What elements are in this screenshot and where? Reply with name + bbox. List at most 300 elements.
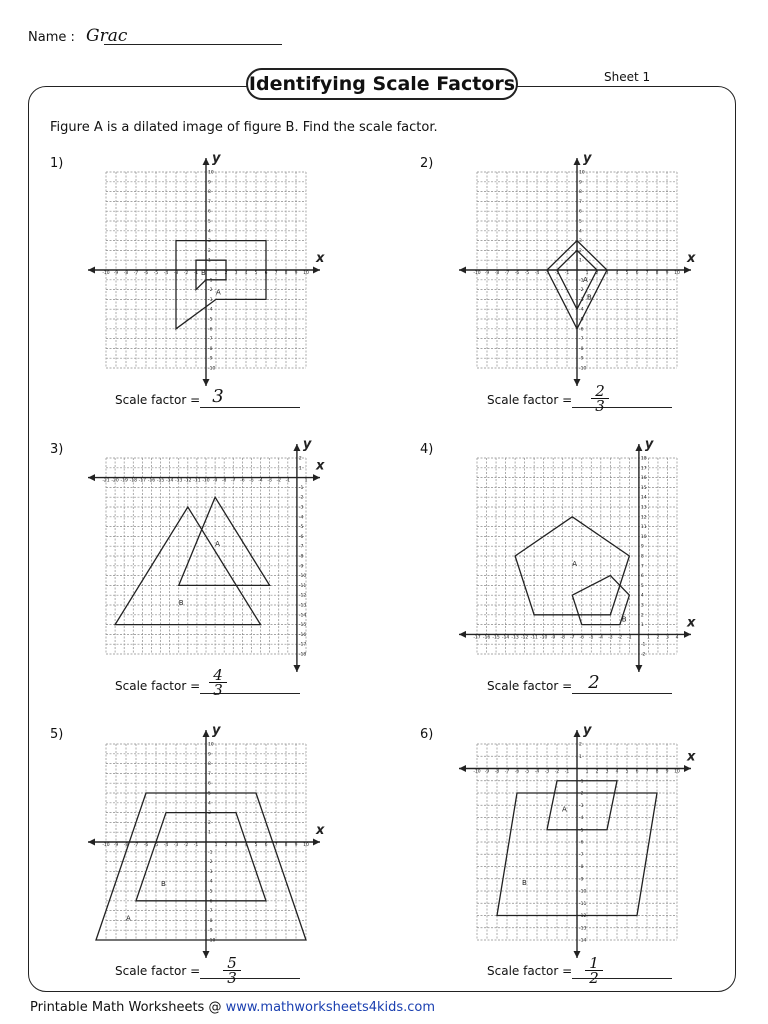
y-tick-label: -6: [579, 327, 584, 333]
x-tick-label: -15: [156, 478, 165, 484]
x-tick-label: -6: [240, 478, 245, 484]
figure-a-label: A: [216, 288, 221, 297]
figure-b-label: B: [161, 880, 166, 889]
y-tick-label: -4: [208, 879, 213, 885]
problem-6-number: 6): [420, 727, 434, 742]
x-tick-label: 2: [224, 843, 228, 848]
arrow-left-icon: [88, 267, 95, 274]
x-tick-label: 7: [274, 843, 278, 848]
x-tick-label: -3: [267, 478, 272, 484]
y-tick-label: -4: [208, 307, 213, 313]
figure-b-label: B: [587, 293, 592, 302]
y-tick-label: -6: [208, 327, 213, 333]
y-tick-label: 2: [640, 613, 644, 619]
arrow-down-icon: [635, 665, 642, 672]
y-tick-label: 2: [579, 742, 582, 748]
x-tick-label: 5: [254, 843, 258, 848]
x-tick-label: -1: [193, 271, 199, 276]
y-tick-label: -1: [208, 278, 213, 284]
arrow-right-icon: [684, 765, 691, 772]
problem-3-number: 3): [50, 442, 64, 457]
figure-a-label: A: [126, 914, 131, 923]
x-tick-label: -10: [202, 478, 210, 484]
figure-b-label: B: [522, 878, 527, 887]
answer-2-denominator: 3: [595, 397, 605, 415]
y-tick-label: -1: [579, 278, 584, 284]
y-axis-label: y: [212, 723, 221, 738]
x-tick-label: 4: [615, 769, 619, 775]
y-tick-label: -1: [640, 642, 646, 648]
figure-a-label: A: [572, 559, 578, 568]
y-tick-label: 11: [640, 525, 647, 531]
y-tick-label: 18: [640, 456, 647, 462]
name-value: Grac: [86, 26, 128, 46]
x-tick-label: 2: [656, 635, 660, 641]
x-tick-label: -5: [589, 635, 594, 641]
x-tick-label: 6: [635, 271, 639, 276]
x-tick-label: -10: [473, 769, 481, 775]
x-tick-label: -2: [554, 271, 560, 276]
x-tick-label: 2: [224, 271, 228, 276]
y-tick-label: 2: [208, 820, 211, 826]
arrow-up-icon: [203, 158, 210, 165]
x-tick-label: 10: [303, 271, 309, 276]
x-tick-label: -9: [113, 271, 119, 276]
y-tick-label: -2: [640, 652, 646, 658]
x-tick-label: 9: [665, 271, 669, 276]
x-tick-label: -16: [482, 635, 491, 641]
y-tick-label: 7: [208, 771, 211, 777]
x-tick-label: -4: [163, 843, 169, 848]
y-tick-label: 8: [579, 190, 582, 196]
x-tick-label: -21: [102, 478, 110, 484]
answer-2: [580, 384, 620, 413]
figure-a: [179, 497, 270, 585]
x-tick-label: -8: [123, 843, 129, 848]
x-axis-label: x: [687, 749, 696, 765]
x-tick-label: -8: [494, 769, 500, 775]
y-tick-label: 2: [208, 248, 211, 254]
x-tick-label: -9: [484, 769, 490, 775]
y-tick-label: 6: [640, 574, 644, 580]
x-tick-label: 3: [234, 843, 238, 848]
y-tick-label: 10: [208, 742, 214, 748]
y-tick-label: -6: [208, 899, 213, 905]
x-tick-label: 1: [304, 478, 308, 484]
x-tick-label: -10: [539, 635, 548, 641]
x-tick-label: -6: [514, 769, 520, 775]
y-tick-label: 4: [208, 229, 211, 235]
y-tick-label: -5: [208, 889, 213, 895]
answer-3: [198, 668, 238, 697]
y-tick-label: 4: [208, 801, 211, 807]
answer-5: [212, 956, 252, 985]
graph-2: [459, 151, 696, 386]
answer-6-numerator: 1: [589, 954, 599, 972]
y-tick-label: 3: [208, 811, 211, 817]
figure-b-label: B: [201, 268, 206, 277]
y-tick-label: -6: [579, 840, 584, 846]
x-tick-label: 4: [244, 843, 248, 848]
figure-b: [133, 813, 266, 901]
y-tick-label: 4: [640, 593, 644, 599]
y-tick-label: -9: [208, 356, 213, 362]
x-tick-label: -4: [163, 271, 169, 276]
y-tick-label: 6: [208, 209, 211, 215]
y-tick-label: 9: [640, 544, 644, 550]
x-tick-label: 7: [645, 769, 649, 775]
y-tick-label: -7: [579, 852, 584, 858]
x-tick-label: -3: [173, 843, 179, 848]
y-tick-label: -8: [579, 865, 584, 870]
x-tick-label: 1: [646, 635, 650, 641]
y-tick-label: 5: [640, 583, 644, 589]
y-tick-label: 7: [208, 199, 211, 205]
figure-b-label: B: [621, 615, 627, 624]
x-tick-label: 4: [615, 271, 619, 276]
y-tick-label: -3: [579, 803, 584, 809]
y-tick-label: -10: [208, 938, 216, 944]
y-tick-label: 3: [208, 239, 211, 245]
x-tick-label: 1: [214, 843, 218, 848]
y-tick-label: 1: [579, 754, 582, 760]
x-tick-label: -1: [564, 769, 570, 775]
x-tick-label: -3: [173, 271, 179, 276]
x-tick-label: -12: [520, 635, 529, 641]
x-tick-label: -17: [138, 478, 147, 484]
y-tick-label: 16: [640, 476, 647, 482]
y-tick-label: 17: [640, 466, 647, 472]
x-tick-label: 8: [284, 271, 288, 276]
y-tick-label: 14: [640, 495, 647, 501]
y-tick-label: -1: [298, 485, 304, 491]
y-tick-label: -7: [579, 337, 584, 343]
y-tick-label: -7: [298, 544, 304, 550]
y-tick-label: 9: [208, 180, 211, 186]
answer-3-numerator: 4: [213, 666, 223, 684]
y-tick-label: -5: [579, 317, 584, 323]
y-tick-label: -13: [579, 926, 587, 932]
answer-3-denominator: 3: [213, 681, 223, 699]
answer-4: 2: [588, 672, 600, 693]
x-tick-label: -4: [258, 478, 263, 484]
graph-6: [459, 723, 696, 958]
y-tick-label: 15: [640, 485, 647, 491]
y-tick-label: 7: [579, 199, 582, 205]
y-tick-label: 10: [640, 534, 647, 540]
x-tick-label: -7: [133, 271, 139, 276]
y-tick-label: 1: [208, 830, 211, 836]
y-tick-label: -2: [579, 288, 584, 294]
answer-5-numerator: 5: [227, 954, 237, 972]
instruction-text: Figure A is a dilated image of figure B. Find the scale factor.: [50, 120, 438, 135]
y-tick-label: -2: [298, 495, 304, 501]
x-tick-label: -3: [544, 769, 550, 775]
y-tick-label: 9: [208, 752, 211, 758]
y-tick-label: -7: [208, 337, 213, 343]
y-tick-label: -10: [298, 574, 307, 580]
x-tick-label: -1: [627, 635, 632, 641]
x-tick-label: 6: [635, 769, 639, 775]
x-tick-label: -15: [492, 635, 500, 641]
y-tick-label: -9: [579, 356, 584, 362]
y-tick-label: -10: [579, 366, 587, 372]
answer-6-denominator: 2: [589, 969, 599, 987]
figure-b-label: B: [178, 599, 184, 607]
arrow-down-icon: [293, 665, 300, 672]
x-tick-label: -19: [120, 478, 128, 484]
y-tick-label: 8: [640, 554, 644, 560]
x-tick-label: 7: [274, 271, 278, 276]
x-tick-label: 1: [585, 271, 589, 276]
x-tick-label: -1: [193, 843, 199, 848]
x-tick-label: 9: [294, 271, 298, 276]
y-axis-label: y: [583, 723, 592, 738]
x-tick-label: -5: [524, 271, 530, 276]
x-tick-label: -11: [530, 635, 538, 641]
x-tick-label: 9: [665, 769, 669, 775]
footer-link[interactable]: www.mathworksheets4kids.com: [225, 1000, 436, 1015]
x-tick-label: -5: [249, 478, 254, 484]
y-tick-label: 1: [579, 258, 582, 264]
x-tick-label: 4: [675, 635, 679, 641]
y-tick-label: -16: [298, 632, 307, 638]
x-tick-label: -14: [165, 478, 174, 484]
y-tick-label: 3: [640, 603, 644, 609]
y-tick-label: 5: [208, 791, 211, 797]
y-tick-label: -3: [298, 505, 304, 511]
x-tick-label: 2: [595, 769, 599, 775]
arrow-up-icon: [293, 444, 300, 451]
y-tick-label: -18: [298, 652, 307, 658]
y-tick-label: 6: [208, 781, 211, 787]
y-tick-label: -10: [579, 889, 587, 895]
x-tick-label: -10: [473, 271, 481, 276]
y-tick-label: -8: [208, 918, 213, 924]
problem-1-number: 1): [50, 156, 64, 171]
x-tick-label: -4: [534, 271, 540, 276]
x-tick-label: 2: [595, 271, 599, 276]
y-tick-label: 2: [298, 456, 302, 462]
y-tick-label: -14: [298, 613, 307, 619]
y-tick-label: 8: [208, 190, 211, 196]
x-tick-label: 9: [294, 843, 298, 848]
y-tick-label: -12: [579, 914, 587, 919]
footer-text: Printable Math Worksheets @: [30, 1000, 226, 1015]
x-tick-label: -3: [608, 635, 613, 641]
x-tick-label: -3: [544, 271, 550, 276]
x-tick-label: -7: [133, 843, 139, 848]
x-tick-label: 8: [284, 843, 288, 848]
arrow-up-icon: [203, 730, 210, 737]
y-tick-label: -3: [208, 869, 213, 875]
worksheet-title: Identifying Scale Factors: [246, 68, 518, 100]
x-tick-label: -7: [231, 478, 236, 484]
x-tick-label: 1: [214, 271, 218, 276]
y-tick-label: -4: [579, 307, 584, 313]
y-tick-label: -4: [579, 816, 584, 821]
arrow-right-icon: [313, 474, 320, 481]
y-tick-label: -1: [208, 850, 213, 856]
arrow-down-icon: [203, 951, 210, 958]
y-tick-label: -11: [298, 583, 307, 589]
arrow-right-icon: [684, 631, 691, 638]
figure-a-label: A: [215, 540, 220, 549]
arrow-right-icon: [313, 267, 320, 274]
x-tick-label: -2: [183, 843, 189, 848]
graph-1: [88, 151, 325, 386]
x-axis-label: x: [687, 615, 696, 631]
graph-5: [88, 723, 325, 958]
y-tick-label: -9: [298, 564, 304, 570]
x-tick-label: -6: [579, 635, 585, 641]
x-tick-label: -10: [102, 843, 110, 848]
scale-factor-label-3: Scale factor =: [115, 679, 201, 693]
scale-factor-label-1: Scale factor =: [115, 393, 201, 407]
sheet-label: Sheet 1: [604, 70, 651, 84]
graph-3: [88, 437, 325, 672]
y-tick-label: -4: [298, 515, 304, 521]
x-tick-label: -17: [473, 635, 481, 641]
x-tick-label: -8: [494, 271, 500, 276]
x-tick-label: -20: [111, 478, 119, 484]
answer-line-4: [572, 693, 672, 694]
y-tick-label: 9: [579, 180, 582, 186]
x-tick-label: 3: [605, 271, 609, 276]
x-tick-label: -7: [504, 271, 510, 276]
x-tick-label: -13: [175, 478, 183, 484]
x-tick-label: -6: [143, 271, 149, 276]
arrow-right-icon: [313, 839, 320, 846]
x-tick-label: -8: [560, 635, 565, 641]
arrow-left-icon: [459, 267, 466, 274]
y-tick-label: -17: [298, 642, 307, 648]
x-tick-label: 3: [666, 635, 669, 641]
x-tick-label: 1: [585, 769, 589, 775]
x-tick-label: -8: [123, 271, 129, 276]
x-tick-label: -7: [504, 769, 510, 775]
arrow-left-icon: [459, 631, 466, 638]
x-tick-label: -14: [501, 635, 510, 641]
x-tick-label: -18: [129, 478, 137, 484]
x-tick-label: -2: [183, 271, 189, 276]
y-tick-label: -11: [579, 901, 587, 907]
y-tick-label: 1: [208, 258, 211, 264]
answer-5-denominator: 3: [227, 969, 237, 987]
answer-6: [574, 956, 614, 985]
answer-line-1: [200, 407, 300, 408]
y-tick-label: 5: [208, 219, 211, 225]
scale-factor-label-5: Scale factor =: [115, 964, 201, 978]
scale-factor-label-2: Scale factor =: [487, 393, 573, 407]
x-tick-label: 3: [605, 769, 609, 775]
y-axis-label: y: [302, 437, 312, 452]
y-tick-label: 4: [579, 229, 582, 235]
x-tick-label: -2: [554, 769, 560, 775]
x-tick-label: 7: [645, 271, 649, 276]
x-tick-label: -12: [184, 478, 192, 484]
y-tick-label: -9: [208, 928, 213, 934]
figure-a-label: A: [583, 275, 588, 284]
arrow-up-icon: [574, 158, 581, 165]
x-tick-label: 10: [674, 769, 680, 775]
x-tick-label: 6: [264, 271, 268, 276]
y-tick-label: -13: [298, 603, 307, 609]
y-tick-label: -2: [208, 860, 213, 866]
x-tick-label: 6: [264, 843, 268, 848]
x-tick-label: -9: [550, 635, 556, 641]
y-tick-label: 6: [579, 209, 582, 215]
y-tick-label: 5: [579, 219, 582, 225]
arrow-left-icon: [88, 474, 95, 481]
y-tick-label: 3: [579, 239, 582, 245]
y-tick-label: -7: [208, 909, 213, 915]
name-label: Name :: [28, 30, 75, 45]
y-tick-label: -3: [579, 297, 584, 303]
y-axis-label: y: [212, 151, 221, 166]
y-tick-label: -9: [579, 877, 584, 883]
y-tick-label: -3: [208, 297, 213, 303]
problem-5-number: 5): [50, 727, 64, 742]
footer: [30, 1000, 435, 1015]
x-axis-label: x: [687, 251, 696, 266]
y-tick-label: -5: [208, 317, 213, 323]
arrow-left-icon: [88, 839, 95, 846]
y-tick-label: -8: [298, 554, 304, 560]
x-tick-label: -4: [598, 635, 604, 641]
arrow-up-icon: [574, 730, 581, 737]
y-tick-label: 13: [640, 505, 647, 511]
y-tick-label: -10: [208, 366, 216, 372]
y-tick-label: 1: [640, 623, 644, 629]
y-tick-label: -12: [298, 593, 307, 599]
x-tick-label: 10: [674, 271, 680, 276]
y-tick-label: -6: [298, 534, 304, 540]
x-tick-label: -9: [212, 478, 218, 484]
x-tick-label: -2: [276, 478, 281, 484]
graph-4: [459, 437, 696, 672]
y-tick-label: -8: [208, 346, 213, 352]
y-tick-label: 7: [640, 564, 644, 570]
x-tick-label: -9: [484, 271, 490, 276]
x-axis-label: x: [316, 458, 325, 474]
y-tick-label: 12: [640, 515, 647, 521]
y-tick-label: -2: [579, 791, 584, 797]
x-tick-label: -6: [514, 271, 520, 276]
x-tick-label: -6: [143, 843, 149, 848]
x-tick-label: -11: [193, 478, 201, 484]
y-tick-label: 10: [579, 170, 585, 176]
scale-factor-label-4: Scale factor =: [487, 679, 573, 693]
x-tick-label: 5: [625, 271, 629, 276]
y-tick-label: 8: [208, 762, 211, 768]
x-tick-label: 10: [303, 843, 309, 848]
x-tick-label: -10: [102, 271, 110, 276]
x-tick-label: -2: [617, 635, 623, 641]
y-tick-label: -1: [579, 779, 584, 785]
x-tick-label: -5: [153, 271, 159, 276]
x-tick-label: 8: [655, 769, 659, 775]
x-tick-label: -5: [153, 843, 159, 848]
y-axis-label: y: [583, 151, 592, 166]
x-tick-label: 4: [244, 271, 248, 276]
y-tick-label: 10: [208, 170, 214, 176]
x-tick-label: -4: [534, 769, 540, 775]
x-tick-label: -7: [569, 635, 575, 641]
arrow-right-icon: [684, 267, 691, 274]
x-tick-label: 3: [234, 271, 238, 276]
arrow-up-icon: [635, 444, 642, 451]
